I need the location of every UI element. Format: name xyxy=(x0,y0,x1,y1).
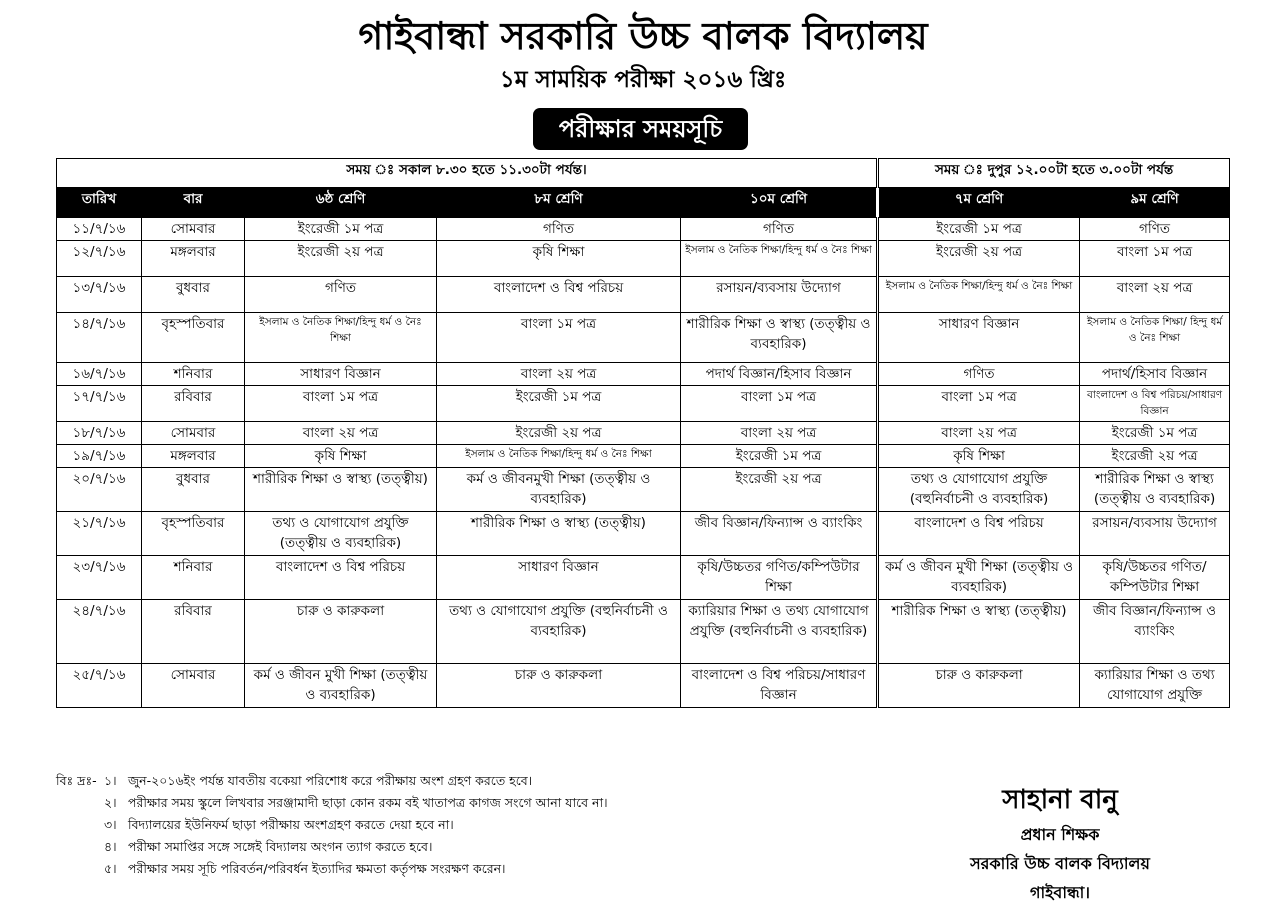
date-cell: ১৬/৭/১৬ xyxy=(57,363,142,386)
subject-cell: ইসলাম ও নৈতিক শিক্ষা/হিন্দু ধর্ম ও নৈঃ শিক্ষা xyxy=(437,445,681,468)
table-row xyxy=(57,218,1230,241)
subject-cell: ক্যারিয়ার শিক্ষা ও তথ্য যোগাযোগ প্রযুক্তি xyxy=(1080,664,1230,708)
subject-cell: পদার্থ/হিসাব বিজ্ঞান xyxy=(1080,363,1230,386)
subject-cell: ইসলাম ও নৈতিক শিক্ষা/হিন্দু ধর্ম ও নৈঃ শিক্ষা xyxy=(245,313,437,363)
column-header: ১০ম শ্রেণি xyxy=(681,188,878,218)
subject-cell: ইংরেজী ২য় পত্র xyxy=(245,241,437,277)
note-item xyxy=(56,836,816,858)
subject-cell: রসায়ন/ব্যবসায় উদ্যোগ xyxy=(681,277,878,313)
subject-cell: সাধারণ বিজ্ঞান xyxy=(245,363,437,386)
routine-body xyxy=(57,218,1230,708)
subject-cell: শারীরিক শিক্ষা ও স্বাস্থ্য (তত্ত্বীয়) xyxy=(245,468,437,512)
subject-cell: বাংলাদেশ ও বিশ্ব পরিচয় xyxy=(437,277,681,313)
day-cell: সোমবার xyxy=(142,422,245,445)
date-cell: ১৪/৭/১৬ xyxy=(57,313,142,363)
note-item xyxy=(56,792,816,814)
subject-cell: বাংলা ১ম পত্র xyxy=(437,313,681,363)
column-header: তারিখ xyxy=(57,188,142,218)
subject-cell: গণিত xyxy=(1080,218,1230,241)
date-cell: ১৯/৭/১৬ xyxy=(57,445,142,468)
table-row xyxy=(57,600,1230,664)
column-header: ৯ম শ্রেণি xyxy=(1080,188,1230,218)
table-row xyxy=(57,241,1230,277)
subject-cell: কর্ম ও জীবনমুখী শিক্ষা (তত্ত্বীয় ও ব্যবহারিক) xyxy=(437,468,681,512)
note-text: বিদ্যালয়ের ইউনিফর্ম ছাড়া পরীক্ষায় অংশগ্রহণ করতে দেয়া হবে না। xyxy=(128,817,454,832)
date-cell: ১২/৭/১৬ xyxy=(57,241,142,277)
subject-cell: বাংলা ১ম পত্র xyxy=(245,386,437,422)
note-number: ৫। xyxy=(104,861,117,876)
day-cell: মঙ্গলবার xyxy=(142,241,245,277)
table-row xyxy=(57,468,1230,512)
subject-cell: সাধারণ বিজ্ঞান xyxy=(437,556,681,600)
day-cell: শনিবার xyxy=(142,556,245,600)
day-cell: রবিবার xyxy=(142,600,245,664)
subject-cell: বাংলাদেশ ও বিশ্ব পরিচয়/সাধারণ বিজ্ঞান xyxy=(681,664,878,708)
subject-cell: বাংলা ২য় পত্র xyxy=(878,422,1080,445)
table-row xyxy=(57,556,1230,600)
subject-cell: চারু ও কারুকলা xyxy=(878,664,1080,708)
note-item xyxy=(56,770,816,792)
subject-cell: জীব বিজ্ঞান/ফিন্যান্স ও ব্যাংকিং xyxy=(1080,600,1230,664)
subject-cell: ইংরেজী ২য় পত্র xyxy=(437,422,681,445)
subject-cell: ইংরেজী ১ম পত্র xyxy=(245,218,437,241)
routine-badge: পরীক্ষার সময়সূচি xyxy=(533,108,748,150)
subject-cell: চারু ও কারুকলা xyxy=(437,664,681,708)
subject-cell: বাংলাদেশ ও বিশ্ব পরিচয় xyxy=(878,512,1080,556)
column-header: বার xyxy=(142,188,245,218)
date-cell: ১৮/৭/১৬ xyxy=(57,422,142,445)
subject-cell: ইংরেজী ২য় পত্র xyxy=(1080,445,1230,468)
day-cell: বৃহস্পতিবার xyxy=(142,313,245,363)
subject-cell: ইংরেজী ২য় পত্র xyxy=(878,241,1080,277)
note-number: ১। xyxy=(104,773,117,788)
subject-cell: তথ্য ও যোগাযোগ প্রযুক্তি (বহুনির্বাচনী ও ব্যবহারিক) xyxy=(878,468,1080,512)
subject-cell: বাংলা ২য় পত্র xyxy=(1080,277,1230,313)
subject-cell: বাংলা ২য় পত্র xyxy=(437,363,681,386)
subject-cell: কৃষি শিক্ষা xyxy=(878,445,1080,468)
subject-cell: ক্যারিয়ার শিক্ষা ও তথ্য যোগাযোগ প্রযুক্তি (বহুনির্বাচনী ও ব্যবহারিক) xyxy=(681,600,878,664)
note-text: পরীক্ষা সমাপ্তির সঙ্গে সঙ্গেই বিদ্যালয় অংগন ত্যাগ করতে হবে। xyxy=(128,839,433,854)
subject-cell: ইংরেজী ১ম পত্র xyxy=(1080,422,1230,445)
school-name: গাইবান্ধা সরকারি উচ্চ বালক বিদ্যালয় xyxy=(358,14,928,58)
subject-cell: ইংরেজী ১ম পত্র xyxy=(437,386,681,422)
date-cell: ১৩/৭/১৬ xyxy=(57,277,142,313)
subject-cell: তথ্য ও যোগাযোগ প্রযুক্তি (তত্ত্বীয় ও ব্যবহারিক) xyxy=(245,512,437,556)
column-header-row xyxy=(57,188,1230,218)
note-text: জুন-২০১৬ইং পর্যন্ত যাবতীয় বকেয়া পরিশোধ করে পরীক্ষায় অংশ গ্রহণ করতে হবে। xyxy=(128,773,533,788)
date-cell: ১৭/৭/১৬ xyxy=(57,386,142,422)
table-row xyxy=(57,512,1230,556)
exam-routine-table xyxy=(56,158,1230,708)
signatory-place: গাইবান্ধা। xyxy=(1029,883,1091,902)
subject-cell: বাংলাদেশ ও বিশ্ব পরিচয়/সাধারণ বিজ্ঞান xyxy=(1080,386,1230,422)
subject-cell: শারীরিক শিক্ষা ও স্বাস্থ্য (তত্ত্বীয়) xyxy=(437,512,681,556)
subject-cell: ইংরেজী ২য় পত্র xyxy=(681,468,878,512)
table-row xyxy=(57,277,1230,313)
day-cell: রবিবার xyxy=(142,386,245,422)
date-cell: ২৪/৭/১৬ xyxy=(57,600,142,664)
subject-cell: ইসলাম ও নৈতিক শিক্ষা/হিন্দু ধর্ম ও নৈঃ শিক্ষা xyxy=(681,241,878,277)
morning-time-slot: সময় ঃ সকাল ৮.৩০ হতে ১১.৩০টা পর্যন্ত। xyxy=(57,159,878,188)
day-cell: বুধবার xyxy=(142,277,245,313)
date-cell: ২৫/৭/১৬ xyxy=(57,664,142,708)
subject-cell: শারীরিক শিক্ষা ও স্বাস্থ্য (তত্ত্বীয় ও ব্যবহারিক) xyxy=(1080,468,1230,512)
note-number: ২। xyxy=(104,795,117,810)
subject-cell: গণিত xyxy=(681,218,878,241)
subject-cell: শারীরিক শিক্ষা ও স্বাস্থ্য (তত্ত্বীয় ও ব্যবহারিক) xyxy=(681,313,878,363)
subject-cell: গণিত xyxy=(437,218,681,241)
note-item xyxy=(56,858,816,880)
subject-cell: ইংরেজী ১ম পত্র xyxy=(681,445,878,468)
table-row xyxy=(57,363,1230,386)
signatory-institution: সরকারি উচ্চ বালক বিদ্যালয় xyxy=(970,854,1150,873)
subject-cell: পদার্থ বিজ্ঞান/হিসাব বিজ্ঞান xyxy=(681,363,878,386)
subject-cell: বাংলা ১ম পত্র xyxy=(878,386,1080,422)
note-item xyxy=(56,814,816,836)
date-cell: ২৩/৭/১৬ xyxy=(57,556,142,600)
date-cell: ১১/৭/১৬ xyxy=(57,218,142,241)
date-cell: ২১/৭/১৬ xyxy=(57,512,142,556)
note-number: ৩। xyxy=(104,817,117,832)
subject-cell: কৃষি/উচ্চতর গণিত/কম্পিউটার শিক্ষা xyxy=(1080,556,1230,600)
subject-cell: কর্ম ও জীবন মুখী শিক্ষা (তত্ত্বীয় ও ব্যবহারিক) xyxy=(878,556,1080,600)
subject-cell: রসায়ন/ব্যবসায় উদ্যোগ xyxy=(1080,512,1230,556)
table-row xyxy=(57,422,1230,445)
signature-block xyxy=(900,780,1220,907)
day-cell: সোমবার xyxy=(142,218,245,241)
subject-cell: বাংলা ১ম পত্র xyxy=(681,386,878,422)
column-header: ৮ম শ্রেণি xyxy=(437,188,681,218)
afternoon-time-slot: সময় ঃ দুপুর ১২.০০টা হতে ৩.০০টা পর্যন্ত xyxy=(878,159,1230,188)
note-number: ৪। xyxy=(104,839,117,854)
subject-cell: বাংলা ১ম পত্র xyxy=(1080,241,1230,277)
note-text: পরীক্ষার সময় সূচি পরিবর্তন/পরিবর্ধন ইত্যাদির ক্ষমতা কর্তৃপক্ষ সংরক্ষণ করেন। xyxy=(128,861,506,876)
subject-cell: বাংলা ২য় পত্র xyxy=(681,422,878,445)
subject-cell: ইসলাম ও নৈতিক শিক্ষা/হিন্দু ধর্ম ও নৈঃ শিক্ষা xyxy=(878,277,1080,313)
day-cell: বুধবার xyxy=(142,468,245,512)
notes-section xyxy=(56,770,816,880)
subject-cell: ইংরেজী ১ম পত্র xyxy=(878,218,1080,241)
day-cell: শনিবার xyxy=(142,363,245,386)
subject-cell: গণিত xyxy=(878,363,1080,386)
subject-cell: কৃষি শিক্ষা xyxy=(245,445,437,468)
subject-cell: সাধারণ বিজ্ঞান xyxy=(878,313,1080,363)
note-prefix: বিঃ দ্রঃ- xyxy=(56,773,97,788)
subject-cell: তথ্য ও যোগাযোগ প্রযুক্তি (বহুনির্বাচনী ও ব্যবহারিক) xyxy=(437,600,681,664)
subject-cell: বাংলা ২য় পত্র xyxy=(245,422,437,445)
signatory-designation: প্রধান শিক্ষক xyxy=(1020,825,1100,844)
subject-cell: কর্ম ও জীবন মুখী শিক্ষা (তত্ত্বীয় ও ব্যবহারিক) xyxy=(245,664,437,708)
table-row xyxy=(57,664,1230,708)
subject-cell: ইসলাম ও নৈতিক শিক্ষা/ হিন্দু ধর্ম ও নৈঃ শিক্ষা xyxy=(1080,313,1230,363)
subject-cell: শারীরিক শিক্ষা ও স্বাস্থ্য (তত্ত্বীয়) xyxy=(878,600,1080,664)
subject-cell: চারু ও কারুকলা xyxy=(245,600,437,664)
day-cell: বৃহস্পতিবার xyxy=(142,512,245,556)
table-row xyxy=(57,386,1230,422)
subject-cell: জীব বিজ্ঞান/ফিন্যান্স ও ব্যাংকিং xyxy=(681,512,878,556)
signatory-name: সাহানা বানু xyxy=(1002,785,1118,815)
column-header: ৭ম শ্রেণি xyxy=(878,188,1080,218)
table-row xyxy=(57,313,1230,363)
column-header: ৬ষ্ঠ শ্রেণি xyxy=(245,188,437,218)
subject-cell: কৃষি/উচ্চতর গণিত/কম্পিউটার শিক্ষা xyxy=(681,556,878,600)
date-cell: ২০/৭/১৬ xyxy=(57,468,142,512)
subject-cell: গণিত xyxy=(245,277,437,313)
note-text: পরীক্ষার সময় স্কুলে লিখবার সরঞ্জামাদী ছাড়া কোন রকম বই খাতাপত্র কাগজ সংগে আনা যাবে না। xyxy=(128,795,608,810)
subject-cell: কৃষি শিক্ষা xyxy=(437,241,681,277)
day-cell: সোমবার xyxy=(142,664,245,708)
table-row xyxy=(57,445,1230,468)
exam-title: ১ম সাময়িক পরীক্ষা ২০১৬ খ্রিঃ xyxy=(499,67,787,93)
subject-cell: বাংলাদেশ ও বিশ্ব পরিচয় xyxy=(245,556,437,600)
day-cell: মঙ্গলবার xyxy=(142,445,245,468)
